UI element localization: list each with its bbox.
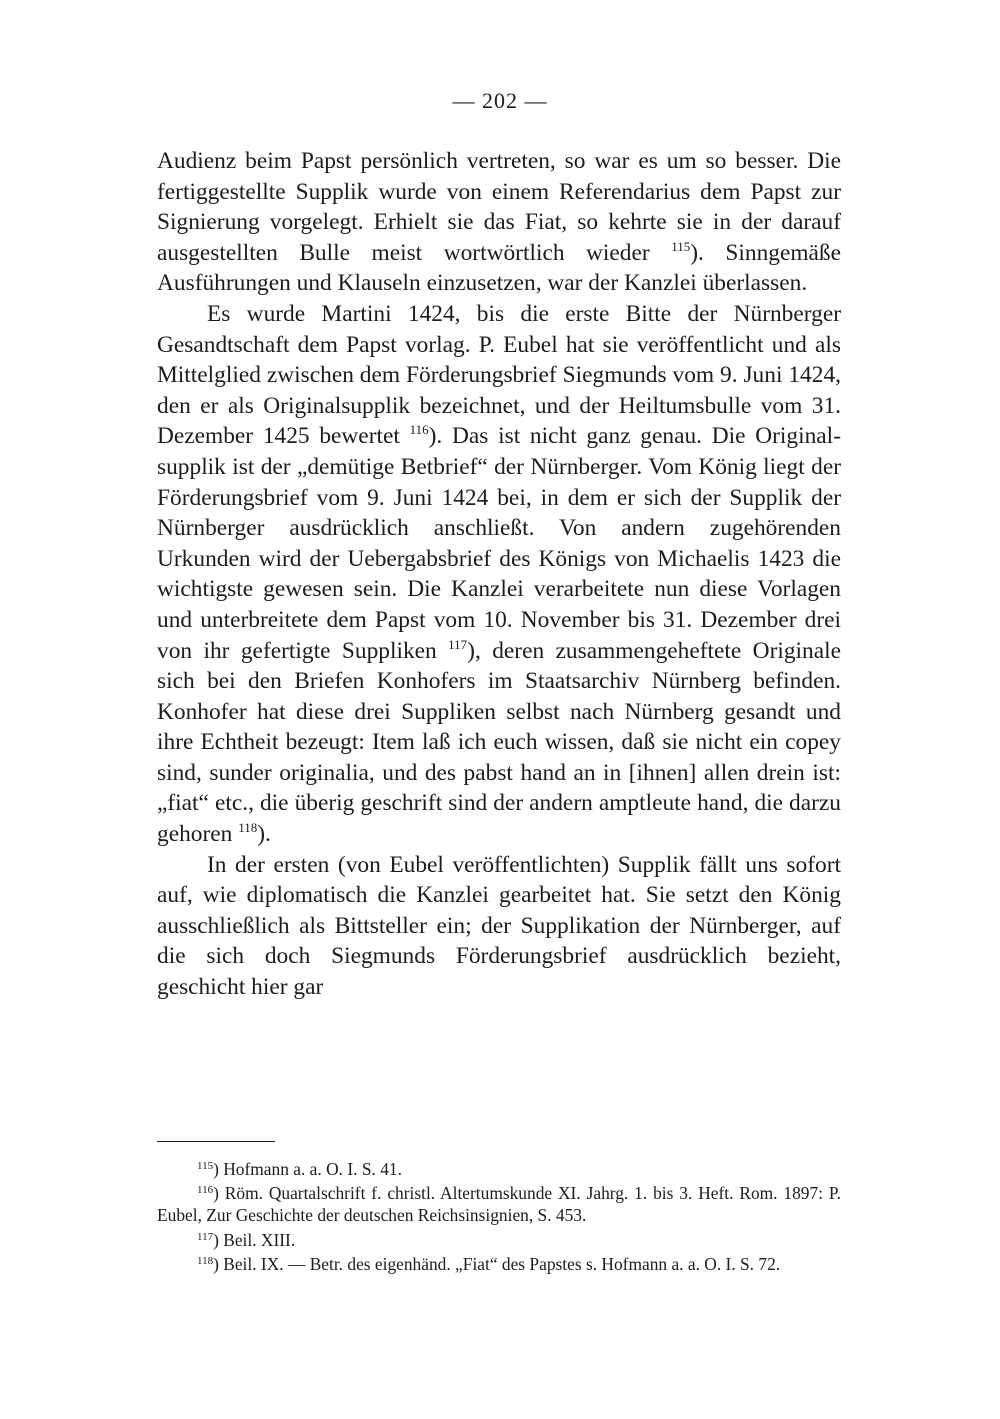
footnote-reference: 118 [238,820,258,836]
footnote [157,1158,841,1180]
footnote-reference: 117 [448,636,468,652]
footnote [157,1229,841,1251]
footnote-reference: 116 [409,422,429,438]
paragraph-text: Es wurde Martini 1424, bis die erste Bitte der Nürnberger Gesandtschaft dem Papst vorlag. P. Eubel hat sie veröffentlicht und als Mittelglied zwischen dem Förderungsbrief Siegmunds vom 9. Juni 1424, den er als Originalsupplik bezeichnet, und der Heiltumsbulle vom 31. Dezember 1425 bewertet [157,300,841,450]
paragraph [157,850,841,1003]
footnote [157,1253,841,1275]
footnote-divider [157,1141,275,1142]
paragraph-text: ). Das ist nicht ganz genau. Die Originalsupplik ist der „demütige Betbrief“ der Nürnberger. Vom König liegt der Förderungsbrief vom 9. Juni 1424 bei, in dem er sich der Supplik der Nürnberger ausdrücklich anschließt. Von andern zugehörenden Urkunden wird der Uebergabsbrief des Königs von Michaelis 1423 die wichtigste gewesen sein. Die Kanzlei verarbeitete nun diese Vorlagen und unterbreitete dem Papst vom 10. November bis 31. Dezember drei von ihr gefertigte Suppliken [157,423,841,664]
footnotes [157,1158,841,1277]
paragraph-text: In der ersten (von Eubel veröffentlichten) Supplik fällt uns sofort auf, wie diplomatisch die Kanzlei gearbeitet hat. Sie setzt den König ausschließlich als Bittsteller ein; der Supplikation der Nürnberger, auf die sich doch Siegmunds Förderungsbrief ausdrücklich bezieht, geschicht hier gar [157,851,841,1001]
body-text [157,146,841,1003]
paragraph [157,146,841,299]
paragraph-text: ). Sinngemäße Ausführungen und Klauseln einzusetzen, war der Kanzlei überlassen. [157,239,841,297]
paragraph-text: Audienz beim Papst persönlich vertreten, so war es um so besser. Die fertiggestellte Supplik wurde von einem Referendarius dem Papst zur Signierung vorgelegt. Erhielt sie das Fiat, so kehrte sie in der darauf ausgestellten Bulle meist wortwörtlich wieder [157,148,841,266]
footnote-text: ) Röm. Quartalschrift f. christl. Altertumskunde XI. Jahrg. 1. bis 3. Heft. Rom. 1897: P. Eubel, Zur Geschichte der deutschen Reichsinsignien, S. 453. [157,1183,841,1226]
footnote-text: ) Hofmann a. a. O. I. S. 41. [213,1159,402,1179]
footnote-reference: 115 [671,238,691,254]
paragraph-text: ). [257,821,271,848]
footnote-text: ) Beil. XIII. [213,1229,296,1250]
footnote [157,1182,841,1226]
footnote-number: 117 [197,1230,214,1243]
footnote-text: ) Beil. IX. — Betr. des eigenhänd. „Fiat“ des Papstes s. Hofmann a. a. O. I. S. 72. [213,1253,781,1274]
page-number: — 202 — [452,88,548,113]
paragraph [157,299,841,850]
paragraph-text: ), deren zusammengeheftete Originale sich bei den Briefen Konhofers im Staatsarchiv Nürnberg befinden. Konhofer hat diese drei Suppliken selbst nach Nürnberg gesandt und ihre Echtheit bezeugt: Item laß ich euch wissen, daß sie nicht ein copey sind, sunder originalia, und des pabst hand an in [ihnen] allen drein ist: „fiat“ etc., die überig geschrift sind der andern amptleute hand, die darzu gehoren [157,637,842,848]
footnote-number: 118 [197,1254,214,1267]
footnote-number: 115 [197,1160,214,1172]
footnote-number: 116 [197,1184,214,1197]
